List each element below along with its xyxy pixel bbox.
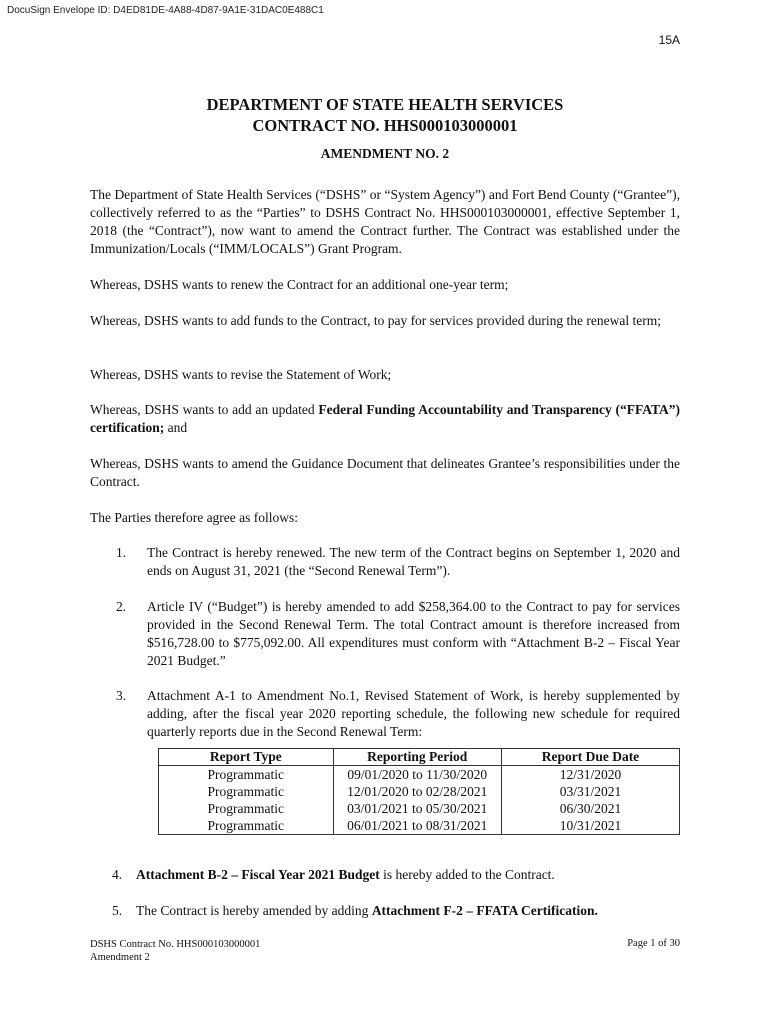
- table-header-row: [159, 749, 680, 766]
- table-cell: 12/01/2020 to 02/28/2021: [333, 783, 501, 800]
- amendment-heading: AMENDMENT NO. 2: [320, 146, 450, 161]
- footer-contract-info: [90, 938, 260, 964]
- table-cell: 03/01/2021 to 05/30/2021: [333, 800, 501, 817]
- list-text-4: [136, 866, 680, 884]
- whereas-ffata: [90, 401, 680, 437]
- column-header: Report Due Date: [501, 749, 679, 766]
- list-text-4-post: is hereby added to the Contract.: [379, 867, 555, 882]
- list-text-5-bold: Attachment F-2 – FFATA Certification.: [371, 903, 598, 918]
- table-cell: Programmatic: [159, 766, 334, 784]
- table-cell: Programmatic: [159, 800, 334, 817]
- report-schedule-table: [158, 748, 680, 835]
- table-row: [159, 817, 680, 835]
- whereas-ffata-pre: Whereas, DSHS wants to add an updated: [90, 402, 319, 417]
- whereas-renew: Whereas, DSHS wants to renew the Contract for an additional one-year term;: [90, 277, 509, 292]
- table-cell: 10/31/2021: [501, 817, 679, 835]
- whereas-add-funds: Whereas, DSHS wants to add funds to the Contract, to pay for services provided during the renewal term;: [90, 313, 661, 328]
- table-cell: 09/01/2020 to 11/30/2020: [333, 766, 501, 784]
- whereas-ffata-post: and: [164, 420, 188, 435]
- document-title-line1: DEPARTMENT OF STATE HEALTH SERVICES: [206, 95, 564, 114]
- whereas-guidance: Whereas, DSHS wants to amend the Guidance Document that delineates Grantee’s responsibilities under the Contract.: [90, 456, 680, 489]
- list-number-3: 3.: [116, 688, 127, 703]
- table-cell: Programmatic: [159, 817, 334, 835]
- footer-amendment: Amendment 2: [90, 952, 150, 963]
- list-text-3: Attachment A-1 to Amendment No.1, Revised Statement of Work, is hereby supplemented by adding, after the fiscal year 2020 reporting schedule, the following new schedule for required quarterly reports due in the Second Renewal Term:: [147, 688, 680, 739]
- table-cell: 06/30/2021: [501, 800, 679, 817]
- page-number: Page 1 of 30: [627, 938, 680, 949]
- list-text-5-pre: The Contract is hereby amended by adding: [136, 903, 372, 918]
- table-cell: 12/31/2020: [501, 766, 679, 784]
- list-item-3: [116, 687, 680, 741]
- agree-statement: The Parties therefore agree as follows:: [90, 510, 299, 525]
- list-number-5: 5.: [112, 903, 123, 918]
- intro-paragraph: The Department of State Health Services (“DSHS” or “System Agency”) and Fort Bend County (“Grantee”), collectively referred to as the “Parties” to DSHS Contract No. HHS000103000001, effective September 1, 2018 (the “Contract”), now want to amend the Contract further. The Contract was established under the Immunization/Locals (“IMM/LOCALS”) Grant Program.: [90, 187, 680, 256]
- list-item-5: [112, 902, 680, 920]
- whereas-ffata-bold: Federal Funding Accountability and Transparency (“FFATA”) certification;: [90, 402, 680, 435]
- list-text-5: [136, 902, 680, 920]
- list-number-2: 2.: [116, 599, 127, 614]
- table-row: [159, 800, 680, 817]
- table-row: [159, 766, 680, 784]
- table-row: [159, 783, 680, 800]
- list-number-4: 4.: [112, 867, 123, 882]
- table-cell: Programmatic: [159, 783, 334, 800]
- table-cell: 06/01/2021 to 08/31/2021: [333, 817, 501, 835]
- document-title-line2: CONTRACT NO. HHS000103000001: [252, 116, 518, 135]
- list-number-1: 1.: [116, 545, 127, 560]
- list-text-1: The Contract is hereby renewed. The new term of the Contract begins on September 1, 2020 and ends on August 31, 2021 (the “Second Renewal Term”).: [147, 545, 680, 578]
- whereas-revise-sow: Whereas, DSHS wants to revise the Statement of Work;: [90, 367, 392, 382]
- docusign-envelope-id: DocuSign Envelope ID: D4ED81DE-4A88-4D87-9A1E-31DAC0E488C1: [7, 5, 324, 16]
- list-text-4-bold: Attachment B-2 – Fiscal Year 2021 Budget: [136, 867, 380, 882]
- column-header: Reporting Period: [333, 749, 501, 766]
- list-item-1: [116, 544, 680, 580]
- page-tag: 15A: [658, 33, 680, 47]
- list-text-2: Article IV (“Budget”) is hereby amended to add $258,364.00 to the Contract to pay for services provided in the Second Renewal Term. The total Contract amount is therefore increased from $516,728.00 to $775,092.00. All expenditures must conform with “Attachment B-2 – Fiscal Year 2021 Budget.”: [147, 599, 680, 668]
- list-item-4: [112, 866, 680, 884]
- footer-contract-number: DSHS Contract No. HHS000103000001: [90, 939, 261, 950]
- column-header: Report Type: [159, 749, 334, 766]
- list-item-2: [116, 598, 680, 670]
- table-cell: 03/31/2021: [501, 783, 679, 800]
